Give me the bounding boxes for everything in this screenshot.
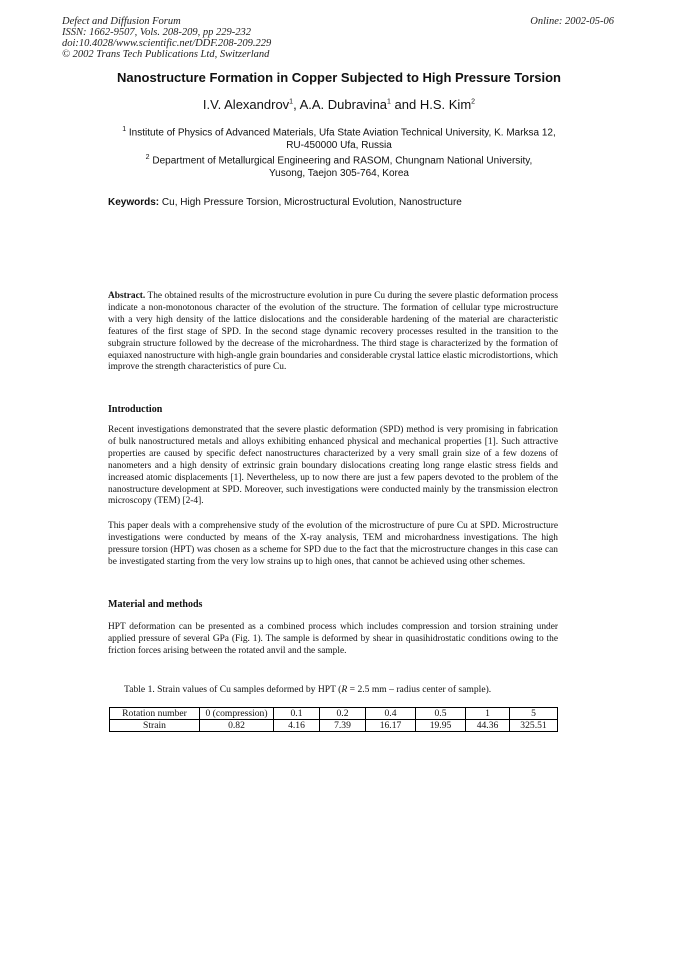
journal-issn: ISSN: 1662-9507, Vols. 208-209, pp 229-232 <box>62 27 251 38</box>
table-caption: Table 1. Strain values of Cu samples deformed by HPT (R = 2.5 mm – radius center of sample). <box>124 684 492 695</box>
abstract-label: Abstract. <box>108 291 146 301</box>
journal-name: Defect and Diffusion Forum <box>62 16 181 27</box>
author-name: I.V. Alexandrov <box>202 97 290 112</box>
journal-copyright: © 2002 Trans Tech Publications Ltd, Switzerland <box>62 49 270 60</box>
table-cell: 4.16 <box>274 720 320 732</box>
table-cell: 0.5 <box>416 708 466 720</box>
table-cell: 44.36 <box>466 720 510 732</box>
table-cell: 0.4 <box>366 708 416 720</box>
table-cell: Rotation number <box>110 708 200 720</box>
abstract-text: The obtained results of the microstructure evolution in pure Cu during the severe plastic deformation process indicate a non-monotonous character of the evolution of the structure. The formation of cellular type microstructure with a very high density of the lattice dislocations and the considerable hardening of the material are characteristic features of the first stage of SPD. In the second stage dynamic recovery processes resulted in the transition to the subgrain structure followed by the decrease of the microhardness. The third stage is characterized by the formation of equiaxed nanostructure with high-angle grain boundaries and considerable crystal lattice elastic microdistortions, which improve the strength characteristics of pure Cu. <box>108 291 558 373</box>
affiliation-2: $^2$ Department of Metallurgical Engineering and RASOM, Chungnam National University, Yusong, Taejon 305-764, Korea <box>145 154 533 180</box>
author-affil-mark: 2 <box>471 98 476 106</box>
affiliation-1: $^1$ Institute of Physics of Advanced Materials, Ufa State Aviation Technical University, K. Marksa 12, RU-450000 Ufa, Russia <box>122 126 556 152</box>
journal-header <box>62 16 271 60</box>
author-affil-mark: 1 <box>289 98 294 106</box>
intro-paragraph-1: Recent investigations demonstrated that the severe plastic deformation (SPD) method is very promising in fabrication of bulk nanostructured metals and alloys exhibiting enhanced physical and mechanical properties [1]. Such attractive properties are caused by specific defect nanostructures characterized by a very small grain size of a few dozens of nanometers and a high density of extrinsic grain boundary dislocations creating long range elastic stress fields and increased atomic displacements [1]. Nevertheless, up to now there are just a few papers devoted to the problem of the nanostructure development at SPD. Moreover, such investigations were conducted mainly by the transmission electron microscopy (TEM) [2-4]. <box>108 425 558 507</box>
strain-table <box>109 707 558 732</box>
paper-title: Nanostructure Formation in Copper Subjected to High Pressure Torsion <box>117 70 561 85</box>
methods-paragraph: HPT deformation can be presented as a combined process which includes compression and torsion straining under applied pressure of several GPa (Fig. 1). The sample is deformed by shear in quasihidrostatic conditions owing to the friction forces arising between the rotated anvil and the sample. <box>108 622 558 656</box>
table-cell: 0.2 <box>320 708 366 720</box>
section-heading-introduction: Introduction <box>108 404 163 415</box>
keywords-label: Keywords: <box>108 197 160 208</box>
author-name: H.S. Kim <box>419 97 472 112</box>
intro-paragraph-2: This paper deals with a comprehensive study of the evolution of the microstructure of pure Cu at SPD. Microstructure investigations were conducted by means of the X-ray analysis, TEM and microhardness investigations. The high pressure torsion (HPT) was chosen as a scheme for SPD due to the fact that the microstructure changes in this case can be investigated starting from the very low strains up to high ones, that cannot be achieved using other schemes. <box>108 521 558 567</box>
table-cell: Strain <box>110 720 200 732</box>
journal-doi[interactable]: doi:10.4028/www.scientific.net/DDF.208-209.229 <box>62 38 272 49</box>
table-cell: 0.1 <box>274 708 320 720</box>
online-date: Online: 2002-05-06 <box>530 16 614 27</box>
abstract <box>108 291 558 374</box>
table-cell: 16.17 <box>366 720 416 732</box>
table-cell: 0 (compression) <box>200 708 274 720</box>
table-cell: 7.39 <box>320 720 366 732</box>
table-cell: 1 <box>466 708 510 720</box>
author-list: I.V. Alexandrov$^1$, A.A. Dubravina$^1$ and H.S. Kim$^2$ <box>202 97 476 112</box>
table-cell: 325.51 <box>510 720 558 732</box>
author-affil-mark: 1 <box>387 98 391 106</box>
table-row <box>110 720 558 732</box>
author-name: A.A. Dubravina <box>299 97 388 112</box>
table-cell: 19.95 <box>416 720 466 732</box>
table-cell: 0.82 <box>200 720 274 732</box>
keywords <box>108 197 578 208</box>
section-heading-methods: Material and methods <box>108 599 203 610</box>
table-cell: 5 <box>510 708 558 720</box>
keywords-text: Cu, High Pressure Torsion, Microstructural Evolution, Nanostructure <box>161 197 462 208</box>
table-row <box>110 708 558 720</box>
